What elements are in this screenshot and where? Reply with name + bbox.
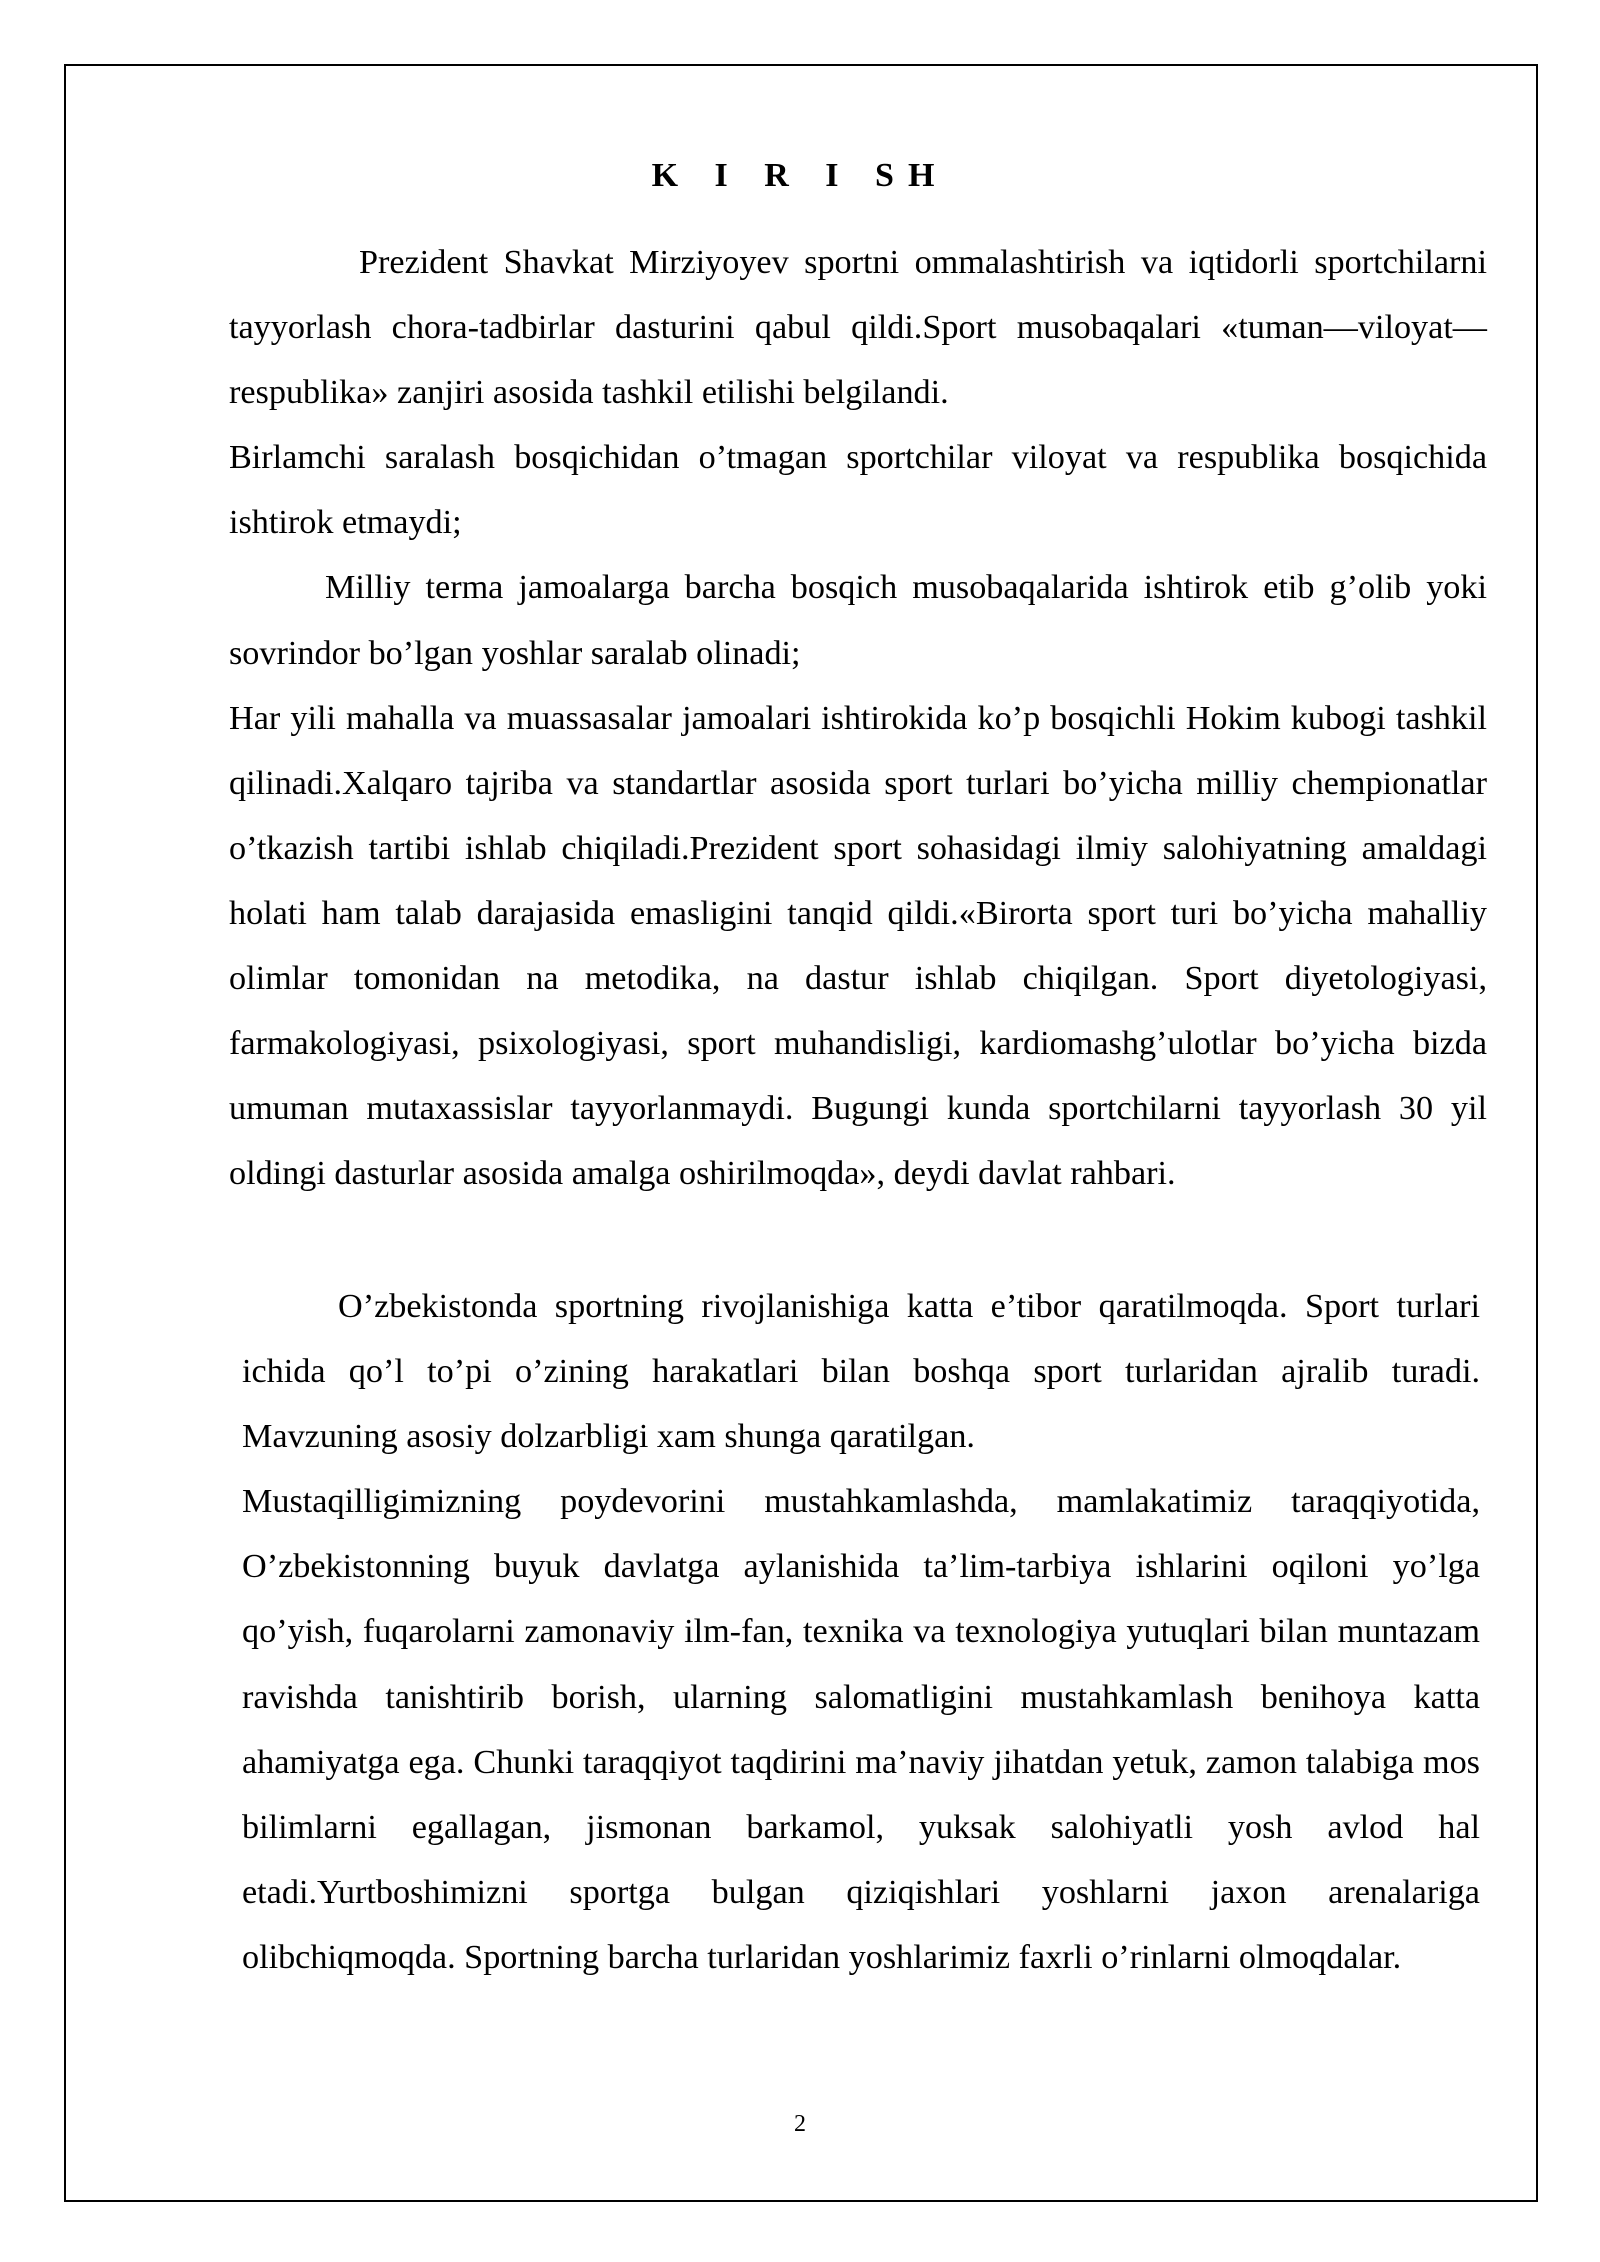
page-number: 2 [794,2111,806,2137]
paragraph-national-teams: Milliy terma jamoalarga barcha bosqich musobaqalarida ishtirok etib g’olib yoki sovrindor bo’lgan yoshlar saralab olinadi; [229,569,1487,672]
text-block-2 [242,1274,1480,1990]
paragraph-hokim-cup: Har yili mahalla va muassasalar jamoalari ishtirokida ko’p bosqichli Hokim kubogi tashkil qilinadi.Xalqaro tajriba va standartlar asosida sport turlari bo’yicha milliy chempionatlar o’tkazish tartibi ishlab chiqiladi.Prezident sport sohasidagi ilmiy salohiyatning amaldagi holati ham talab darajasida emasligini tanqid qildi.«Birorta sport turi bo’yicha mahalliy olimlar tomonidan na metodika, na dastur ishlab chiqilgan. Sport diyetologiyasi, farmakologiyasi, psixologiyasi, sport muhandisligi, kardiomashg’ulotlar bo’yicha bizda umuman mutaxassislar tayyorlanmaydi. Bugungi kunda sportchilarni tayyorlash 30 yil oldingi dasturlar asosida amalga oshirilmoqda», deydi davlat rahbari. [229,699,1487,1193]
paragraph-intro: Prezident Shavkat Mirziyoyev sportni ommalashtirish va iqtidorli sportchilarni tayyorlash chora-tadbirlar dasturini qabul qildi.Sport musobaqalari «tuman—viloyat—respublika» zanjiri asosida tashkil etilishi belgilandi. [229,244,1487,412]
paragraph-independence: Mustaqilligimizning poydevorini mustahkamlashda, mamlakatimiz taraqqiyotida, O’zbekistonning buyuk davlatga aylanishida ta’lim-tarbiya ishlarini oqiloni yo’lga qo’yish, fuqarolarni zamonaviy ilm-fan, texnika va texnologiya yutuqlari bilan muntazam ravishda tanishtirib borish, ularning salomatligini mustahkamlash benihoya katta ahamiyatga ega. Chunki taraqqiyot taqdirini ma’naviy jihatdan yetuk, zamon talabiga mos bilimlarni egallagan, jismonan barkamol, yuksak salohiyatli yosh avlod hal etadi.Yurtboshimizni sportga bulgan qiziqishlari yoshlarni jaxon arenalariga olibchiqmoqda. Sportning barcha turlaridan yoshlarimiz faxrli o’rinlarni olmoqdalar. [242,1483,1480,1976]
paragraph-selection: Birlamchi saralash bosqichidan o’tmagan sportchilar viloyat va respublika bosqichida ishtirok etmaydi; [229,439,1487,542]
paragraph-uzbekistan-sport: O’zbekistonda sportning rivojlanishiga katta e’tibor qaratilmoqda. Sport turlari ichida qo’l to’pi o’zining harakatlari bilan boshqa sport turlaridan ajralib turadi. Mavzuning asosiy dolzarbligi xam shunga qaratilgan. [242,1288,1480,1456]
section-title: K I R I SH [651,157,949,194]
text-block-1 [229,230,1487,1206]
